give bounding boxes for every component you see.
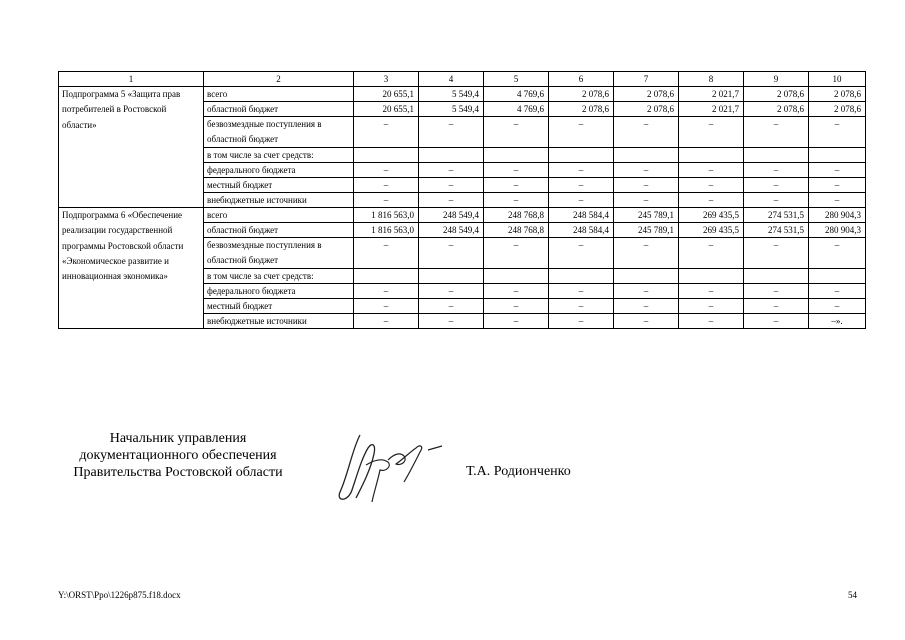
value-cell: –: [679, 299, 744, 314]
value-cell: 2 078,6: [744, 87, 809, 102]
value-cell: –: [744, 238, 809, 269]
column-number: 6: [549, 72, 614, 87]
value-cell: [419, 148, 484, 163]
value-cell: 269 435,5: [679, 223, 744, 238]
value-cell: –: [744, 163, 809, 178]
value-cell: 2 078,6: [744, 102, 809, 117]
value-cell: –: [679, 117, 744, 148]
value-cell: –: [809, 163, 866, 178]
value-cell: 1 816 563,0: [354, 223, 419, 238]
value-cell: [809, 269, 866, 284]
value-cell: [679, 269, 744, 284]
value-cell: –: [484, 193, 549, 208]
funding-source-label: всего: [204, 208, 354, 223]
value-cell: 20 655,1: [354, 87, 419, 102]
handwritten-signature: [330, 420, 450, 520]
value-cell: [679, 148, 744, 163]
value-cell: –: [744, 284, 809, 299]
value-cell: 20 655,1: [354, 102, 419, 117]
column-number: 3: [354, 72, 419, 87]
value-cell: 2 078,6: [549, 87, 614, 102]
table-row: [59, 208, 866, 223]
value-cell: 280 904,3: [809, 208, 866, 223]
value-cell: –: [744, 193, 809, 208]
value-cell: 2 078,6: [549, 102, 614, 117]
value-cell: –: [419, 314, 484, 329]
signer-name: Т.А. Родионченко: [466, 464, 571, 479]
value-cell: –: [614, 193, 679, 208]
value-cell: –: [484, 284, 549, 299]
value-cell: –: [419, 299, 484, 314]
value-cell: –: [354, 178, 419, 193]
value-cell: –: [354, 193, 419, 208]
budget-table: [58, 71, 866, 329]
value-cell: –: [354, 299, 419, 314]
value-cell: 269 435,5: [679, 208, 744, 223]
funding-source-label: всего: [204, 87, 354, 102]
value-cell: –: [549, 284, 614, 299]
funding-source-label: областной бюджет: [204, 102, 354, 117]
value-cell: 1 816 563,0: [354, 208, 419, 223]
column-number: 5: [484, 72, 549, 87]
value-cell: –: [809, 299, 866, 314]
value-cell: –: [354, 238, 419, 269]
value-cell: –».: [809, 314, 866, 329]
value-cell: –: [809, 178, 866, 193]
value-cell: 245 789,1: [614, 208, 679, 223]
funding-source-label: областной бюджет: [204, 223, 354, 238]
value-cell: 248 768,8: [484, 223, 549, 238]
subprogram-name: Подпрограмма 6 «Обеспечение реализации государственной программы Ростовской области «Экономическое развитие и инновационная экономика»: [59, 208, 204, 329]
value-cell: [549, 269, 614, 284]
value-cell: –: [484, 299, 549, 314]
value-cell: –: [484, 314, 549, 329]
value-cell: –: [549, 178, 614, 193]
funding-source-label: федерального бюджета: [204, 163, 354, 178]
value-cell: 5 549,4: [419, 87, 484, 102]
value-cell: –: [614, 163, 679, 178]
value-cell: [484, 269, 549, 284]
value-cell: –: [354, 117, 419, 148]
value-cell: –: [419, 284, 484, 299]
value-cell: –: [484, 178, 549, 193]
value-cell: [614, 148, 679, 163]
value-cell: [809, 148, 866, 163]
funding-source-label: безвозмездные поступления в областной бюджет: [204, 238, 354, 269]
funding-source-label: внебюджетные источники: [204, 193, 354, 208]
funding-source-label: в том числе за счет средств:: [204, 148, 354, 163]
value-cell: –: [744, 299, 809, 314]
value-cell: –: [614, 117, 679, 148]
value-cell: –: [809, 193, 866, 208]
funding-source-label: безвозмездные поступления в областной бюджет: [204, 117, 354, 148]
funding-source-label: федерального бюджета: [204, 284, 354, 299]
page-number: 54: [848, 590, 857, 600]
value-cell: –: [484, 117, 549, 148]
value-cell: –: [419, 238, 484, 269]
value-cell: –: [679, 238, 744, 269]
column-number: 8: [679, 72, 744, 87]
value-cell: –: [809, 284, 866, 299]
value-cell: –: [549, 314, 614, 329]
value-cell: –: [614, 314, 679, 329]
value-cell: –: [679, 163, 744, 178]
value-cell: [419, 269, 484, 284]
column-number: 10: [809, 72, 866, 87]
file-path: Y:\ORST\Ppo\1226p875.f18.docx: [58, 590, 181, 600]
value-cell: [549, 148, 614, 163]
value-cell: –: [354, 314, 419, 329]
value-cell: –: [419, 163, 484, 178]
value-cell: [744, 148, 809, 163]
value-cell: 248 584,4: [549, 223, 614, 238]
value-cell: 245 789,1: [614, 223, 679, 238]
value-cell: 274 531,5: [744, 208, 809, 223]
value-cell: –: [679, 284, 744, 299]
value-cell: –: [419, 117, 484, 148]
value-cell: –: [549, 163, 614, 178]
column-number: 1: [59, 72, 204, 87]
value-cell: –: [549, 117, 614, 148]
value-cell: –: [484, 163, 549, 178]
value-cell: 4 769,6: [484, 87, 549, 102]
signer-position-line: документационного обеспечения: [79, 448, 277, 463]
value-cell: 248 549,4: [419, 208, 484, 223]
subprogram-name: Подпрограмма 5 «Защита прав потребителей в Ростовской области»: [59, 87, 204, 208]
funding-source-label: местный бюджет: [204, 178, 354, 193]
table-row: [59, 87, 866, 102]
value-cell: 248 549,4: [419, 223, 484, 238]
value-cell: 248 584,4: [549, 208, 614, 223]
value-cell: –: [679, 178, 744, 193]
value-cell: –: [744, 117, 809, 148]
column-number: 2: [204, 72, 354, 87]
value-cell: –: [809, 238, 866, 269]
value-cell: –: [549, 238, 614, 269]
value-cell: [354, 269, 419, 284]
value-cell: 2 078,6: [614, 87, 679, 102]
value-cell: –: [354, 284, 419, 299]
value-cell: –: [679, 193, 744, 208]
funding-source-label: в том числе за счет средств:: [204, 269, 354, 284]
value-cell: 248 768,8: [484, 208, 549, 223]
value-cell: 5 549,4: [419, 102, 484, 117]
value-cell: 4 769,6: [484, 102, 549, 117]
value-cell: 2 078,6: [809, 102, 866, 117]
value-cell: 2 078,6: [809, 87, 866, 102]
value-cell: –: [549, 299, 614, 314]
value-cell: –: [614, 284, 679, 299]
value-cell: –: [614, 299, 679, 314]
funding-source-label: местный бюджет: [204, 299, 354, 314]
value-cell: [614, 269, 679, 284]
value-cell: –: [419, 178, 484, 193]
column-number: 7: [614, 72, 679, 87]
value-cell: –: [614, 238, 679, 269]
value-cell: 2 078,6: [614, 102, 679, 117]
column-number: 9: [744, 72, 809, 87]
funding-source-label: внебюджетные источники: [204, 314, 354, 329]
value-cell: 2 021,7: [679, 102, 744, 117]
value-cell: –: [744, 178, 809, 193]
value-cell: [354, 148, 419, 163]
value-cell: –: [744, 314, 809, 329]
value-cell: –: [549, 193, 614, 208]
signer-position-line: Правительства Ростовской области: [73, 465, 283, 480]
value-cell: 2 021,7: [679, 87, 744, 102]
signer-position: [58, 430, 298, 481]
value-cell: [744, 269, 809, 284]
table-header-row: [59, 72, 866, 87]
value-cell: –: [354, 163, 419, 178]
value-cell: –: [484, 238, 549, 269]
column-number: 4: [419, 72, 484, 87]
value-cell: –: [679, 314, 744, 329]
value-cell: [484, 148, 549, 163]
value-cell: 280 904,3: [809, 223, 866, 238]
value-cell: 274 531,5: [744, 223, 809, 238]
value-cell: –: [809, 117, 866, 148]
value-cell: –: [419, 193, 484, 208]
signer-position-line: Начальник управления: [109, 431, 247, 446]
value-cell: –: [614, 178, 679, 193]
